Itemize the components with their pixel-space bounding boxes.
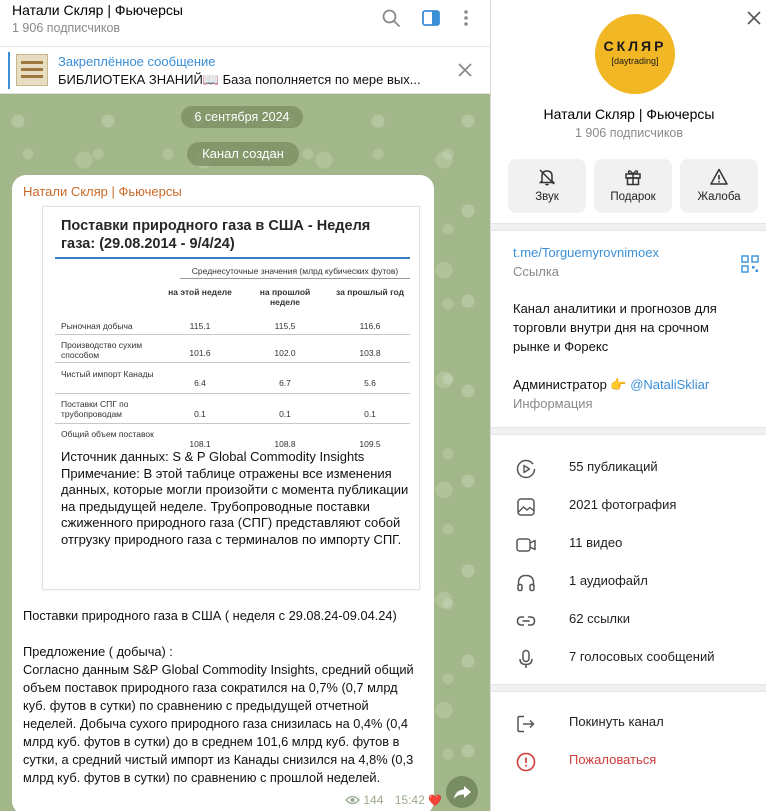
pinned-accent-bar <box>8 52 10 89</box>
section-divider <box>491 684 766 692</box>
table-row <box>55 335 410 363</box>
cell: 5.6 <box>364 378 376 388</box>
gift-icon <box>623 167 643 187</box>
media-links[interactable] <box>491 601 766 639</box>
cell: 101.6 <box>189 348 211 358</box>
cell: 0.1 <box>364 409 376 419</box>
image-divider <box>55 257 410 259</box>
play-circle-icon <box>515 458 537 480</box>
cell: 116.6 <box>359 321 381 331</box>
caption-line: Поставки природного газа в США ( неделя с 29.08.24-09.04.24) <box>23 608 397 623</box>
row-label: Общий объем поставок <box>61 429 154 439</box>
table-row <box>55 394 410 424</box>
report-button[interactable] <box>680 159 758 213</box>
message-text <box>23 607 423 787</box>
channel-description: Канал аналитики и прогнозов для торговли внутри дня на срочном рынке и Форекс <box>513 301 717 354</box>
pinned-message[interactable] <box>0 46 490 94</box>
cell: 108.1 <box>189 439 211 449</box>
report-channel-label: Пожаловаться <box>569 752 657 767</box>
table-row <box>55 363 410 394</box>
bell-off-icon <box>537 167 557 187</box>
media-videos[interactable] <box>491 525 766 563</box>
cell: 115.1 <box>189 321 211 331</box>
channel-link[interactable]: t.me/Torguemyrovnimoex <box>513 245 659 260</box>
channel-admin-block <box>513 375 743 413</box>
report-channel-button[interactable] <box>491 742 766 780</box>
media-links-label: 62 ссылки <box>569 611 630 626</box>
leave-channel-label: Покинуть канал <box>569 714 664 729</box>
gift-button[interactable] <box>594 159 672 213</box>
image-icon <box>515 496 537 518</box>
media-photos-label: 2021 фотография <box>569 497 677 512</box>
channel-name: Натали Скляр | Фьючерсы <box>543 106 715 122</box>
admin-prefix: Администратор 👉 <box>513 377 631 392</box>
row-label: Чистый импорт Канады <box>61 369 154 379</box>
share-button[interactable] <box>446 776 478 808</box>
media-posts-label: 55 публикаций <box>569 459 658 474</box>
channel-link-block[interactable] <box>513 243 743 281</box>
chat-subscribers: 1 906 подписчиков <box>12 21 121 35</box>
qr-code-icon[interactable] <box>741 255 759 273</box>
admin-line <box>513 375 743 394</box>
channel-avatar[interactable] <box>595 14 675 94</box>
avatar-subtext: [daytrading] <box>611 56 659 66</box>
media-voice[interactable] <box>491 639 766 677</box>
column-header: на этой неделе <box>168 287 232 297</box>
cell: 6.4 <box>194 378 206 388</box>
info-label: Информация <box>513 396 593 411</box>
view-count: 144 <box>363 793 384 807</box>
row-label: Рыночная добыча <box>61 321 133 331</box>
media-voice-label: 7 голосовых сообщений <box>569 649 715 664</box>
caption-heading: Предложение ( добыча) : <box>23 644 173 659</box>
link-icon <box>515 610 537 632</box>
cell: 115.5 <box>274 321 296 331</box>
image-title: Поставки природного газа в США - Неделя газа: (29.08.2014 - 9/4/24) <box>61 218 371 252</box>
column-header: за прошлый год <box>336 287 404 297</box>
mute-button[interactable] <box>508 159 586 213</box>
admin-handle[interactable]: @NataliSkliar <box>630 377 710 392</box>
reaction-heart[interactable]: ❤️ <box>428 795 442 807</box>
message-time: 15:42 <box>394 793 425 807</box>
date-separator: 6 сентября 2024 <box>181 106 303 128</box>
channel-info-panel <box>490 0 766 811</box>
channel-subscribers: 1 906 подписчиков <box>574 126 684 140</box>
pinned-title: Закреплённое сообщение <box>58 54 216 69</box>
media-audio[interactable] <box>491 563 766 601</box>
image-notes: Источник данных: S & P Global Commodity Insights Примечание: В этой таблице отражены все изменения данных, которые могли произойти с момента публикации на предыдущей неделе. Трубопроводные поставки сжиженного природного газа (СПГ) представляют собой отгрузку природного газа с терминалов по импорту СПГ. <box>61 449 409 547</box>
pinned-thumbnail <box>16 54 48 86</box>
cell: 103.8 <box>359 348 381 358</box>
headphones-icon <box>515 572 537 594</box>
service-message: Канал создан <box>187 142 299 166</box>
share-arrow-icon <box>446 776 478 808</box>
close-icon[interactable] <box>456 61 474 79</box>
warning-icon <box>709 167 729 187</box>
media-videos-label: 11 видео <box>569 535 623 550</box>
cell: 108.8 <box>274 439 296 449</box>
chat-header[interactable] <box>0 0 490 46</box>
row-label: Производство сухим способом <box>61 340 143 360</box>
row-label: Поставки СПГ по трубопроводам <box>61 399 129 419</box>
avatar-text: СКЛЯР <box>603 38 667 54</box>
action-buttons <box>508 159 758 213</box>
message-author[interactable]: Натали Скляр | Фьючерсы <box>23 184 182 199</box>
logout-icon <box>515 713 537 735</box>
column-header: на прошлой неделе <box>259 287 311 307</box>
eye-icon <box>345 795 360 805</box>
table-header: Среднесуточные значения (млрд кубических футов) <box>180 266 410 279</box>
channel-link-label: Ссылка <box>513 264 560 279</box>
close-icon[interactable] <box>745 9 763 27</box>
mute-label: Звук <box>535 191 559 203</box>
report-label: Жалоба <box>697 191 741 203</box>
caption-body: Согласно данным S&P Global Commodity Insights, средний общий объем поставок природного газа сократился на 0,7% (0,7 млрд куб. футов в сутки) по сравнению с предыдущей отчетной неделей. Добыча сухого природного газа снизилась на 0,4% (0,4 млрд куб. футов в сутки) до в среднем 101,6 млрд куб. футов в сутки, а средний чистый импорт из Канады снизился на 4,8% (0,3 млрд куб. футов в сутки) по сравнению с прошлой неделей. <box>23 662 414 785</box>
media-audio-label: 1 аудиофайл <box>569 573 648 588</box>
media-photos[interactable] <box>491 487 766 525</box>
post-image[interactable] <box>42 206 420 590</box>
more-vertical-icon[interactable] <box>456 8 476 28</box>
cell: 102.0 <box>274 348 296 358</box>
section-divider <box>491 223 766 231</box>
table-row <box>55 317 410 335</box>
cell: 0.1 <box>279 409 291 419</box>
pinned-text: БИБЛИОТЕКА ЗНАНИЙ📖 База пополняется по мере вых... <box>58 72 421 87</box>
cell: 109.5 <box>359 439 381 449</box>
microphone-icon <box>515 648 537 670</box>
table-row <box>55 424 410 451</box>
section-divider <box>491 427 766 435</box>
search-icon[interactable] <box>381 8 401 28</box>
media-posts[interactable] <box>491 449 766 487</box>
leave-channel-button[interactable] <box>491 704 766 742</box>
sidebar-toggle-icon[interactable] <box>421 8 441 28</box>
message-meta <box>345 793 442 807</box>
cell: 6.7 <box>279 378 291 388</box>
cell: 0.1 <box>194 409 206 419</box>
gift-label: Подарок <box>610 191 656 203</box>
message-bubble[interactable] <box>12 175 442 811</box>
alert-circle-icon <box>515 751 537 773</box>
video-icon <box>515 534 537 556</box>
chat-title[interactable]: Натали Скляр | Фьючерсы <box>12 2 183 18</box>
